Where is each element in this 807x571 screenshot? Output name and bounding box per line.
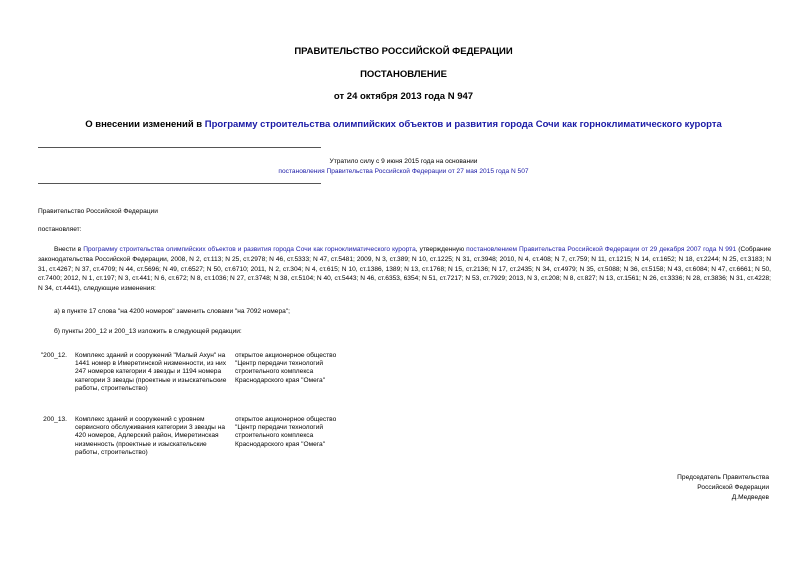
title-program-link[interactable]: Программу строительства олимпийских объектов и развития города Сочи как горноклиматического курорта [204, 119, 722, 130]
divider-bottom [38, 183, 321, 184]
divider-top [38, 147, 321, 148]
document-title [0, 119, 807, 130]
repeal-decree-link[interactable]: постановления Правительства Российской Федерации от 27 мая 2015 года N 507 [278, 167, 529, 175]
amendment-table [38, 352, 378, 472]
repeal-notice [0, 157, 807, 177]
program-link[interactable]: Программу строительства олимпийских объектов и развития города Сочи как горноклиматического курорта [83, 246, 416, 253]
item-a: а) в пункте 17 слова "на 4200 номеров" заменить словами "на 7092 номера"; [54, 308, 290, 315]
para-citations: (Собрание законодательства Российской Федерации, 2008, N 2, ст.113; N 25, ст.2978; N 46, ст.5333; N 47, ст.5481; 2009, N 3, ст.389; N 10, ст.1225; N 31, ст.3948; 2010, N 4, ст.408; N 7, ст.759; N 11, ст.1215; N 14, ст.1652; N 18, ст.2244; N 25, ст.3183; N 31, ст.4267; N 37, ст.4709; N 44, ст.5696; N 49, ст.6527; N 50, ст.6710; 2011, N 2, ст.304; N 4, ст.615; N 10, ст.1386, 1389; N 13, ст.1768; N 15, ст.2136; N 17, ст.2435; N 34, ст.4979; N 35, ст.5088; N 36, ст.5158; N 43, ст.6084; N 47, ст.6661; N 50, ст.7400; 2012, N 1, ст.197; N 3, ст.441; N 6, ст.672; N 8, ст.1036; N 27, ст.3748; N 38, ст.5104; N 40, ст.5443; N 46, ст.6353, 6354; N 51, ст.7217; N 53, ст.7929; 2013, N 3, ст.208; N 8, ст.827; N 13, ст.1561; N 26, ст.3336; N 28, ст.3836; N 31, ст.4228; N 34, ст.4441), следующие изменения: [38, 246, 771, 293]
main-paragraph [38, 245, 771, 294]
decree-991-link[interactable]: постановлением Правительства Российской Федерации от 29 декабря 2007 года N 991 [466, 246, 737, 253]
para-intro: Внести в [54, 246, 82, 253]
row-description: Комплекс зданий и сооружений с уровнем сервисного обслуживания категории 3 звезды на 420 номеров, Адлерский район, Имеретинская низменность (проектные и изыскательские работы, строительство) [75, 416, 226, 456]
item-b: б) пункты 200_12 и 200_13 изложить в следующей редакции: [54, 328, 242, 335]
signature-title: Председатель Правительства [677, 474, 769, 481]
row-description: Комплекс зданий и сооружений "Малый Ахун" на 1441 номер в Имеретинской низменности, из них 247 номеров категории 4 звезды и 1194 номера категории 3 звезды (проектные и изыскательские работы, строительство) [75, 352, 227, 392]
table-row [38, 352, 378, 416]
table-row [38, 416, 378, 472]
row-organization: открытое акционерное общество "Центр передачи технологий строительного комплекса Краснодарского края "Омега" [235, 352, 337, 384]
row-organization: открытое акционерное общество "Центр передачи технологий строительного комплекса Краснодарского края "Омега" [235, 416, 337, 448]
repeal-notice-text: Утратило силу с 9 июня 2015 года на основании [329, 158, 478, 165]
para-approved: , утвержденную [415, 246, 465, 253]
title-prefix: О внесении изменений в [85, 119, 205, 130]
row-number: 200_13. [43, 416, 67, 423]
decrees-line: постановляет: [38, 226, 82, 233]
signature-block [677, 473, 769, 502]
document-date: от 24 октября 2013 года N 947 [333, 91, 474, 102]
signature-country: Российской Федерации [697, 483, 769, 491]
gov-line: Правительство Российской Федерации [38, 208, 158, 215]
document-type: ПОСТАНОВЛЕНИЕ [360, 69, 447, 80]
row-number: "200_12. [40, 352, 67, 359]
signature-name: Д.Медведев [731, 493, 769, 501]
government-heading: ПРАВИТЕЛЬСТВО РОССИЙСКОЙ ФЕДЕРАЦИИ [294, 46, 513, 57]
